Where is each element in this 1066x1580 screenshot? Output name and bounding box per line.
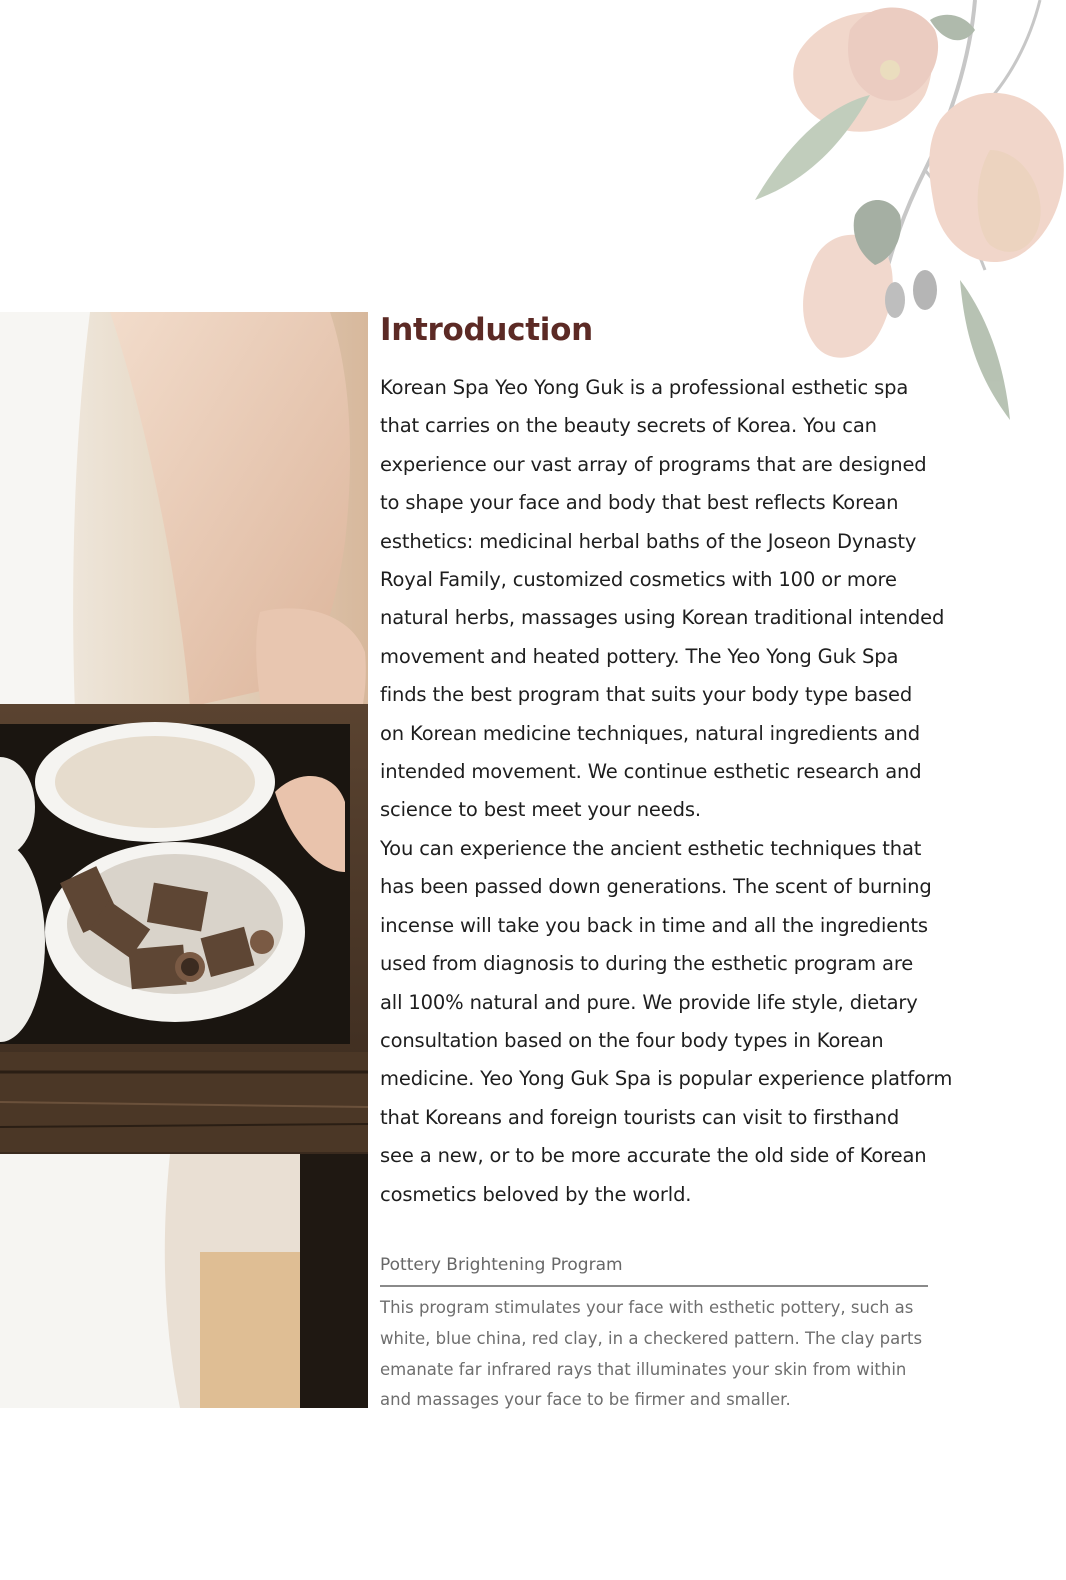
paragraph-line: medicine. Yeo Yong Guk Spa is popular experience platform	[380, 1067, 953, 1091]
program-description-line: and massages your face to be firmer and smaller.	[380, 1390, 791, 1410]
paragraph-line: movement and heated pottery. The Yeo Yong Guk Spa	[380, 644, 899, 668]
paragraph-line: science to best meet your needs.	[380, 798, 701, 822]
program-description-line: This program stimulates your face with esthetic pottery, such as	[380, 1298, 914, 1317]
paragraph-line: to shape your face and body that best reflects Korean	[380, 491, 899, 515]
paragraph-line: esthetics: medicinal herbal baths of the Joseon Dynasty	[380, 529, 917, 553]
paragraph-line: all 100% natural and pure. We provide life style, dietary	[380, 990, 918, 1014]
introduction-body	[380, 369, 953, 1214]
introduction-title: Introduction	[380, 312, 593, 348]
program-title: Pottery Brightening Program	[380, 1253, 928, 1287]
introduction-section	[380, 312, 953, 1214]
paragraph-line: You can experience the ancient esthetic techniques that	[380, 836, 922, 860]
paragraph-line: consultation based on the four body types in Korean	[380, 1028, 884, 1052]
paragraph-line: that carries on the beauty secrets of Korea. You can	[380, 414, 877, 438]
pottery-program-section	[380, 1253, 928, 1416]
paragraph-line: used from diagnosis to during the esthetic program are	[380, 952, 914, 976]
paragraph-line: cosmetics beloved by the world.	[380, 1182, 692, 1206]
program-description-line: emanate far infrared rays that illuminates your skin from within	[380, 1359, 907, 1379]
paragraph-line: on Korean medicine techniques, natural ingredients and	[380, 721, 920, 745]
paragraph-line: has been passed down generations. The scent of burning	[380, 875, 932, 899]
paragraph-line: that Koreans and foreign tourists can visit to firsthand	[380, 1105, 900, 1129]
program-description-line: white, blue china, red clay, in a checkered pattern. The clay parts	[380, 1328, 923, 1348]
paragraph-line: natural herbs, massages using Korean traditional intended	[380, 606, 945, 630]
paragraph-line: experience our vast array of programs that are designed	[380, 452, 927, 476]
spa-herbs-tray-photo	[0, 312, 368, 1408]
paragraph-line: finds the best program that suits your body type based	[380, 683, 913, 707]
paragraph-line: Korean Spa Yeo Yong Guk is a professional esthetic spa	[380, 376, 909, 399]
paragraph-line: Royal Family, customized cosmetics with 100 or more	[380, 568, 897, 592]
paragraph-line: incense will take you back in time and all the ingredients	[380, 913, 928, 937]
program-description	[380, 1293, 928, 1416]
paragraph-line: see a new, or to be more accurate the old side of Korean	[380, 1144, 927, 1168]
paragraph-line: intended movement. We continue esthetic research and	[380, 760, 922, 784]
